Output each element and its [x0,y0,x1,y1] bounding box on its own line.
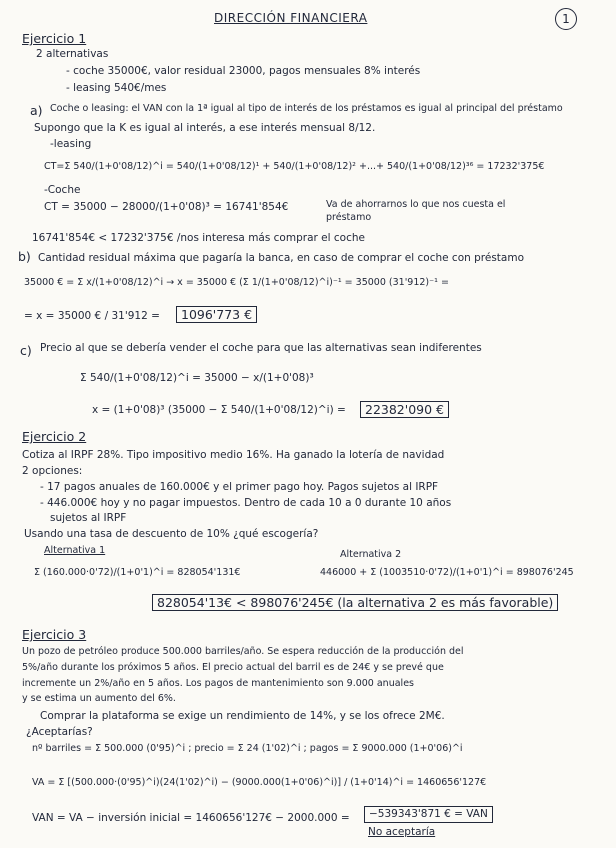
ej2-line: - 446.000€ hoy y no pagar impuestos. Dentro de cada 10 a 0 durante 10 años [40,497,452,509]
ej2-line: Cotiza al IRPF 28%. Tipo impositivo medio 16%. Ha ganado la lotería de navidad [22,449,445,461]
ej1-formula: x = (1+0'08)³ (35000 − Σ 540/(1+0'08/12)^i) = [92,404,346,416]
ej2-alt1-formula: Σ (160.000·0'72)/(1+0'1)^i = 828054'131€ [34,567,241,578]
ej2-alt1-label: Alternativa 1 [44,545,106,556]
ej3-heading: Ejercicio 3 [22,627,87,642]
ej3-formula: VAN = VA − inversión inicial = 1460656'127€ − 2000.000 = [32,812,350,824]
ej1-formula: = x = 35000 € / 31'912 = [24,310,160,322]
ej3-formula: nº barriles = Σ 500.000 (0'95)^i ; precio = Σ 24 (1'02)^i ; pagos = Σ 9000.000 (1+0'06)^i [32,743,463,754]
ej2-alt2-formula: 446000 + Σ (1003510·0'72)/(1+0'1)^i = 898076'245 [320,567,574,578]
ej1-line: Cantidad residual máxima que pagaría la banca, en caso de comprar el coche con préstamo [38,252,525,264]
page-number: 1 [555,8,577,30]
ej2-conclusion-box: 828054'13€ < 898076'245€ (la alternativa 2 es más favorable) [152,594,558,611]
ej1-formula: CT=Σ 540/(1+0'08/12)^i = 540/(1+0'08/12)¹ + 540/(1+0'08/12)² +...+ 540/(1+0'08/12)³⁶ = 17232'375€ [44,161,545,172]
ej1-formula: 35000 € = Σ x/(1+0'08/12)^i → x = 35000 € (Σ 1/(1+0'08/12)^i)⁻¹ = 35000 (31'912)⁻¹ = [24,277,449,288]
ej1-line: -Coche [44,184,81,196]
ej3-line: y se estima un aumento del 6%. [22,693,176,704]
ej1-formula: 16741'854€ < 17232'375€ /nos interesa más comprar el coche [32,232,365,244]
ej3-van-note: No aceptaría [368,826,436,838]
ej1-line: Coche o leasing: el VAN con la 1ª igual al tipo de interés de los préstamos es igual al principal del préstamo [50,103,563,114]
ej1-note: Va de ahorrarnos lo que nos cuesta el préstamo [326,199,506,223]
ej1-part-label: c) [20,343,32,358]
ej3-van-result-box: −539343'871 € = VAN [364,806,493,823]
ej1-part-label: b) [18,249,31,264]
ej1-result-box: 1096'773 € [176,306,257,323]
ej1-formula: Σ 540/(1+0'08/12)^i = 35000 − x/(1+0'08)³ [80,372,314,384]
ej1-heading: Ejercicio 1 [22,31,87,46]
ej1-line: -leasing [50,138,92,150]
ej3-line: ¿Aceptarías? [26,726,93,738]
ej1-line: 2 alternativas [36,48,109,60]
ej2-line: Usando una tasa de descuento de 10% ¿qué escogería? [24,528,319,540]
ej1-line: - leasing 540€/mes [66,82,167,94]
ej3-line: incremente un 2%/año en 5 años. Los pagos de mantenimiento son 9.000 anuales [22,678,414,689]
ej1-line: - coche 35000€, valor residual 23000, pagos mensuales 8% interés [66,65,421,77]
ej1-line: Precio al que se debería vender el coche para que las alternativas sean indiferentes [40,342,482,354]
ej1-result-box: 22382'090 € [360,401,449,418]
ej2-line: sujetos al IRPF [50,512,127,524]
ej3-line: Un pozo de petróleo produce 500.000 barriles/año. Se espera reducción de la producción del [22,646,464,657]
ej3-line: Comprar la plataforma se exige un rendimiento de 14%, y se los ofrece 2M€. [40,710,445,722]
ej2-line: - 17 pagos anuales de 160.000€ y el primer pago hoy. Pagos sujetos al IRPF [40,481,439,493]
ej1-formula: CT = 35000 − 28000/(1+0'08)³ = 16741'854€ [44,201,289,213]
ej3-line: 5%/año durante los próximos 5 años. El precio actual del barril es de 24€ y se prevé que [22,662,444,673]
ej1-line: Supongo que la K es igual al interés, a ese interés mensual 8/12. [34,122,376,134]
ej1-part-label: a) [30,103,43,118]
ej3-formula: VA = Σ [(500.000·(0'95)^i)(24(1'02)^i) − (9000.000(1+0'06)^i)] / (1+0'14)^i = 1460656'127€ [32,777,487,788]
page-title: DIRECCIÓN FINANCIERA [214,11,368,25]
ej2-heading: Ejercicio 2 [22,429,87,444]
ej2-alt2-label: Alternativa 2 [340,549,402,560]
ej2-line: 2 opciones: [22,465,83,477]
